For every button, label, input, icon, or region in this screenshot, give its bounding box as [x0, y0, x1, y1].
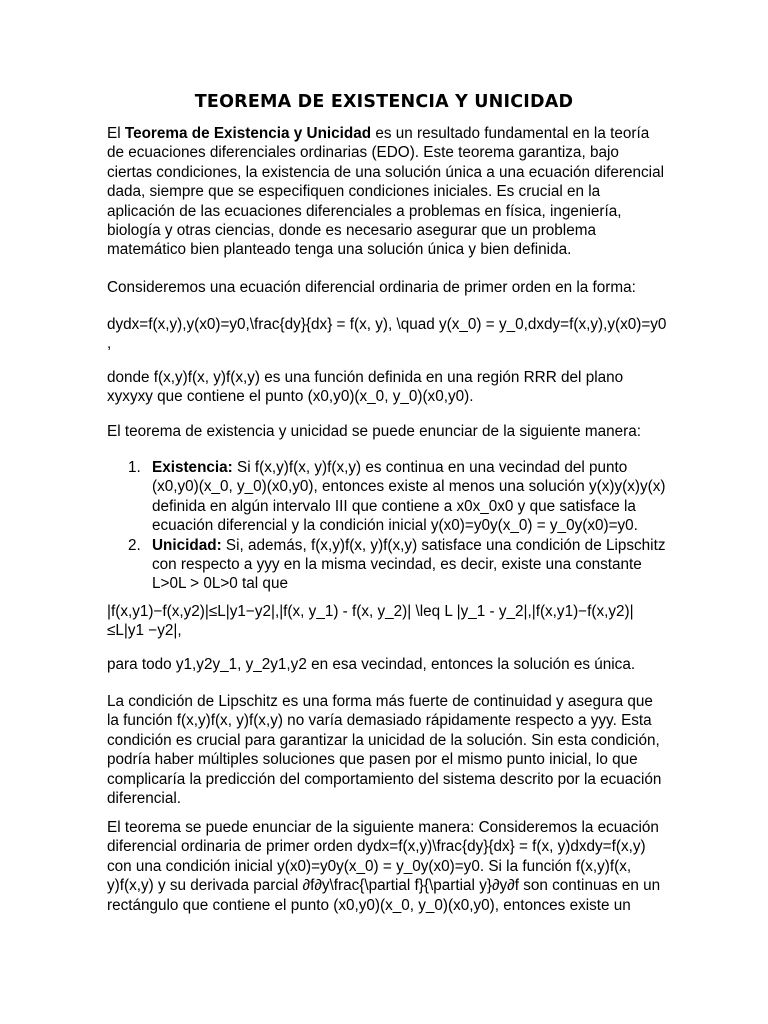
list-number: 2. — [128, 536, 141, 554]
intro-text: es un resultado fundamental en la teoría de ecuaciones diferenciales ordinarias (EDO). Este teorema garantiza, bajo ciertas condiciones, la existencia de una solución única a una ecuación diferencial dada, siempre que se especifiquen condiciones iniciales. Es crucial en la aplicación de las ecuaciones diferenciales a problemas en física, ingeniería, biología y otras ciencias, donde es necesario asegurar que un problema matemático bien planteado tenga una solución única y bien definida. — [107, 125, 664, 259]
where-paragraph: donde f(x,y)f(x, y)f(x,y) es una función definida en una región RRR del plano xyxyxy que contiene el punto (x0,y0)(x_0, y_0)(x0,y0). — [107, 369, 624, 406]
forall-paragraph: para todo y1,y2y_1, y_2y1,y2 en esa vecindad, entonces la solución es única. — [107, 656, 636, 673]
intro-prefix: El — [107, 125, 125, 142]
list-number: 1. — [128, 459, 141, 476]
statement-paragraph: El teorema de existencia y unicidad se puede enunciar de la siguiente manera: — [107, 423, 642, 440]
list-item-label: Existencia: — [152, 459, 233, 476]
intro-bold-term: Teorema de Existencia y Unicidad — [124, 125, 372, 142]
list-item-existence — [107, 458, 667, 536]
restatement-paragraph: El teorema se puede enunciar de la siguiente manera: Consideremos la ecuación diferencial ordinaria de primer orden dydx=f(x,y)\frac{dy}{dx} = f(x, y)dxdy=f(x,y) con una condición inicial y(x0)=y0y(x_0) = y_0y(x0)=y0. Si la función f(x,y)f(x, y)f(x,y) y su derivada parcial ∂f∂y\frac{\partial f}{\partial y}∂y∂f son continuas en un rectángulo que contiene el punto (x0,y0)(x_0, y_0)(x0,y0), entonces existe un — [107, 819, 661, 914]
equation-block-1: dydx=f(x,y),y(x0)=y0,\frac{dy}{dx} = f(x, y), \quad y(x_0) = y_0,dxdy=f(x,y),y(x0)=y0 , — [107, 316, 667, 353]
lipschitz-paragraph: La condición de Lipschitz es una forma más fuerte de continuidad y asegura que la función f(x,y)f(x, y)f(x,y) no varía demasiado rápidamente respecto a yyy. Esta condición es crucial para garantizar la unicidad de la solución. Sin esta condición, podría haber múltiples soluciones que pasen por el mismo punto inicial, lo que complicaría la predicción del comportamiento del sistema descrito por la ecuación diferencial. — [107, 693, 662, 808]
document-title: TEOREMA DE EXISTENCIA Y UNICIDAD — [194, 92, 574, 112]
theorem-list — [107, 458, 667, 594]
equation-block-2: |f(x,y1)−f(x,y2)|≤L|y1−y2|,|f(x, y_1) - f(x, y_2)| \leq L |y_1 - y_2|,|f(x,y1)−f(x,y2)|≤L|y1 −y2|, — [107, 603, 634, 640]
intro-paragraph — [107, 124, 667, 260]
list-item-text: Si f(x,y)f(x, y)f(x,y) es continua en una vecindad del punto (x0,y0)(x_0, y_0)(x0,y0), entonces existe al menos una solución y(x)y(x)y(x) definida en algún intervalo III que contiene a x0x_0x0 y que satisface la ecuación diferencial y la condición inicial y(x0)=y0y(x_0) = y_0y(x0)=y0. — [152, 459, 666, 535]
consider-paragraph: Consideremos una ecuación diferencial ordinaria de primer orden en la forma: — [107, 279, 636, 296]
list-item-text: Si, además, f(x,y)f(x, y)f(x,y) satisface una condición de Lipschitz con respecto a yyy en la misma vecindad, es decir, existe una constante L>0L > 0L>0 tal que — [152, 536, 666, 593]
list-item-uniqueness — [107, 536, 667, 594]
list-item-label: Unicidad: — [152, 536, 222, 554]
